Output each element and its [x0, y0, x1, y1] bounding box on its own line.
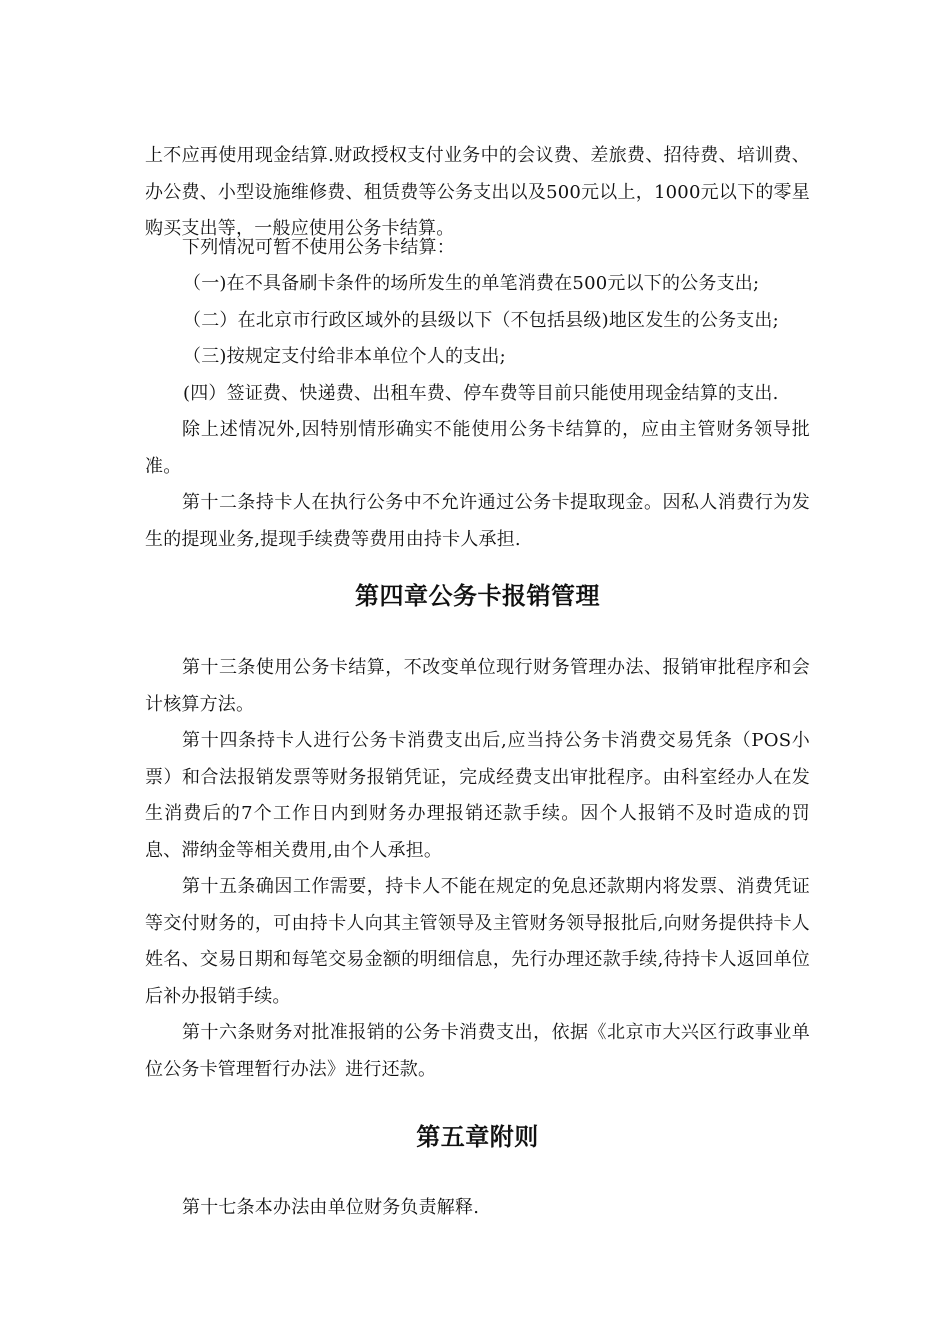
list-item-exemption-1: （一)在不具备刷卡条件的场所发生的单笔消费在500元以下的公务支出; — [183, 273, 760, 294]
list-item-exemption-4: (四）签证费、快递费、出租车费、停车费等目前只能使用现金结算的支出. — [183, 383, 779, 404]
paragraph-article-17: 第十七条本办法由单位财务负责解释. — [182, 1197, 480, 1218]
list-item-exemption-2: （二）在北京市行政区域外的县级以下（不包括县级)地区发生的公务支出; — [183, 310, 779, 331]
paragraph-exemptions-intro: 下列情况可暂不使用公务卡结算： — [182, 237, 455, 258]
paragraph-continued-cash-settlement: 上不应再使用现金结算.财政授权支付业务中的会议费、差旅费、招待费、培训费、办公费、小型设施维修费、租赁费等公务支出以及500元以上，1000元以下的零星购买支出等，一般应使用公务卡结算。 — [145, 145, 810, 239]
chapter-5-title: 第五章附则 — [416, 1123, 539, 1151]
chapter-4-title: 第四章公务卡报销管理 — [355, 582, 600, 610]
list-item-exemption-3: （三)按规定支付给非本单位个人的支出; — [183, 346, 506, 367]
paragraph-article-12: 第十二条持卡人在执行公务中不允许通过公务卡提取现金。因私人消费行为发生的提现业务,提现手续费等费用由持卡人承担. — [145, 492, 810, 550]
paragraph-special-circumstances: 除上述情况外,因特别情形确实不能使用公务卡结算的，应由主管财务领导批准。 — [145, 419, 810, 477]
paragraph-article-15: 第十五条确因工作需要，持卡人不能在规定的免息还款期内将发票、消费凭证等交付财务的，可由持卡人向其主管领导及主管财务领导报批后,向财务提供持卡人姓名、交易日期和每笔交易金额的明细信息，先行办理还款手续,待持卡人返回单位后补办报销手续。 — [145, 876, 810, 1007]
paragraph-article-14: 第十四条持卡人进行公务卡消费支出后,应当持公务卡消费交易凭条（POS小票）和合法报销发票等财务报销凭证，完成经费支出审批程序。由科室经办人在发生消费后的7个工作日内到财务办理报销还款手续。因个人报销不及时造成的罚息、滞纳金等相关费用,由个人承担。 — [145, 730, 810, 861]
paragraph-article-13: 第十三条使用公务卡结算，不改变单位现行财务管理办法、报销审批程序和会计核算方法。 — [145, 657, 810, 715]
paragraph-article-16: 第十六条财务对批准报销的公务卡消费支出，依据《北京市大兴区行政事业单位公务卡管理暂行办法》进行还款。 — [145, 1022, 810, 1080]
